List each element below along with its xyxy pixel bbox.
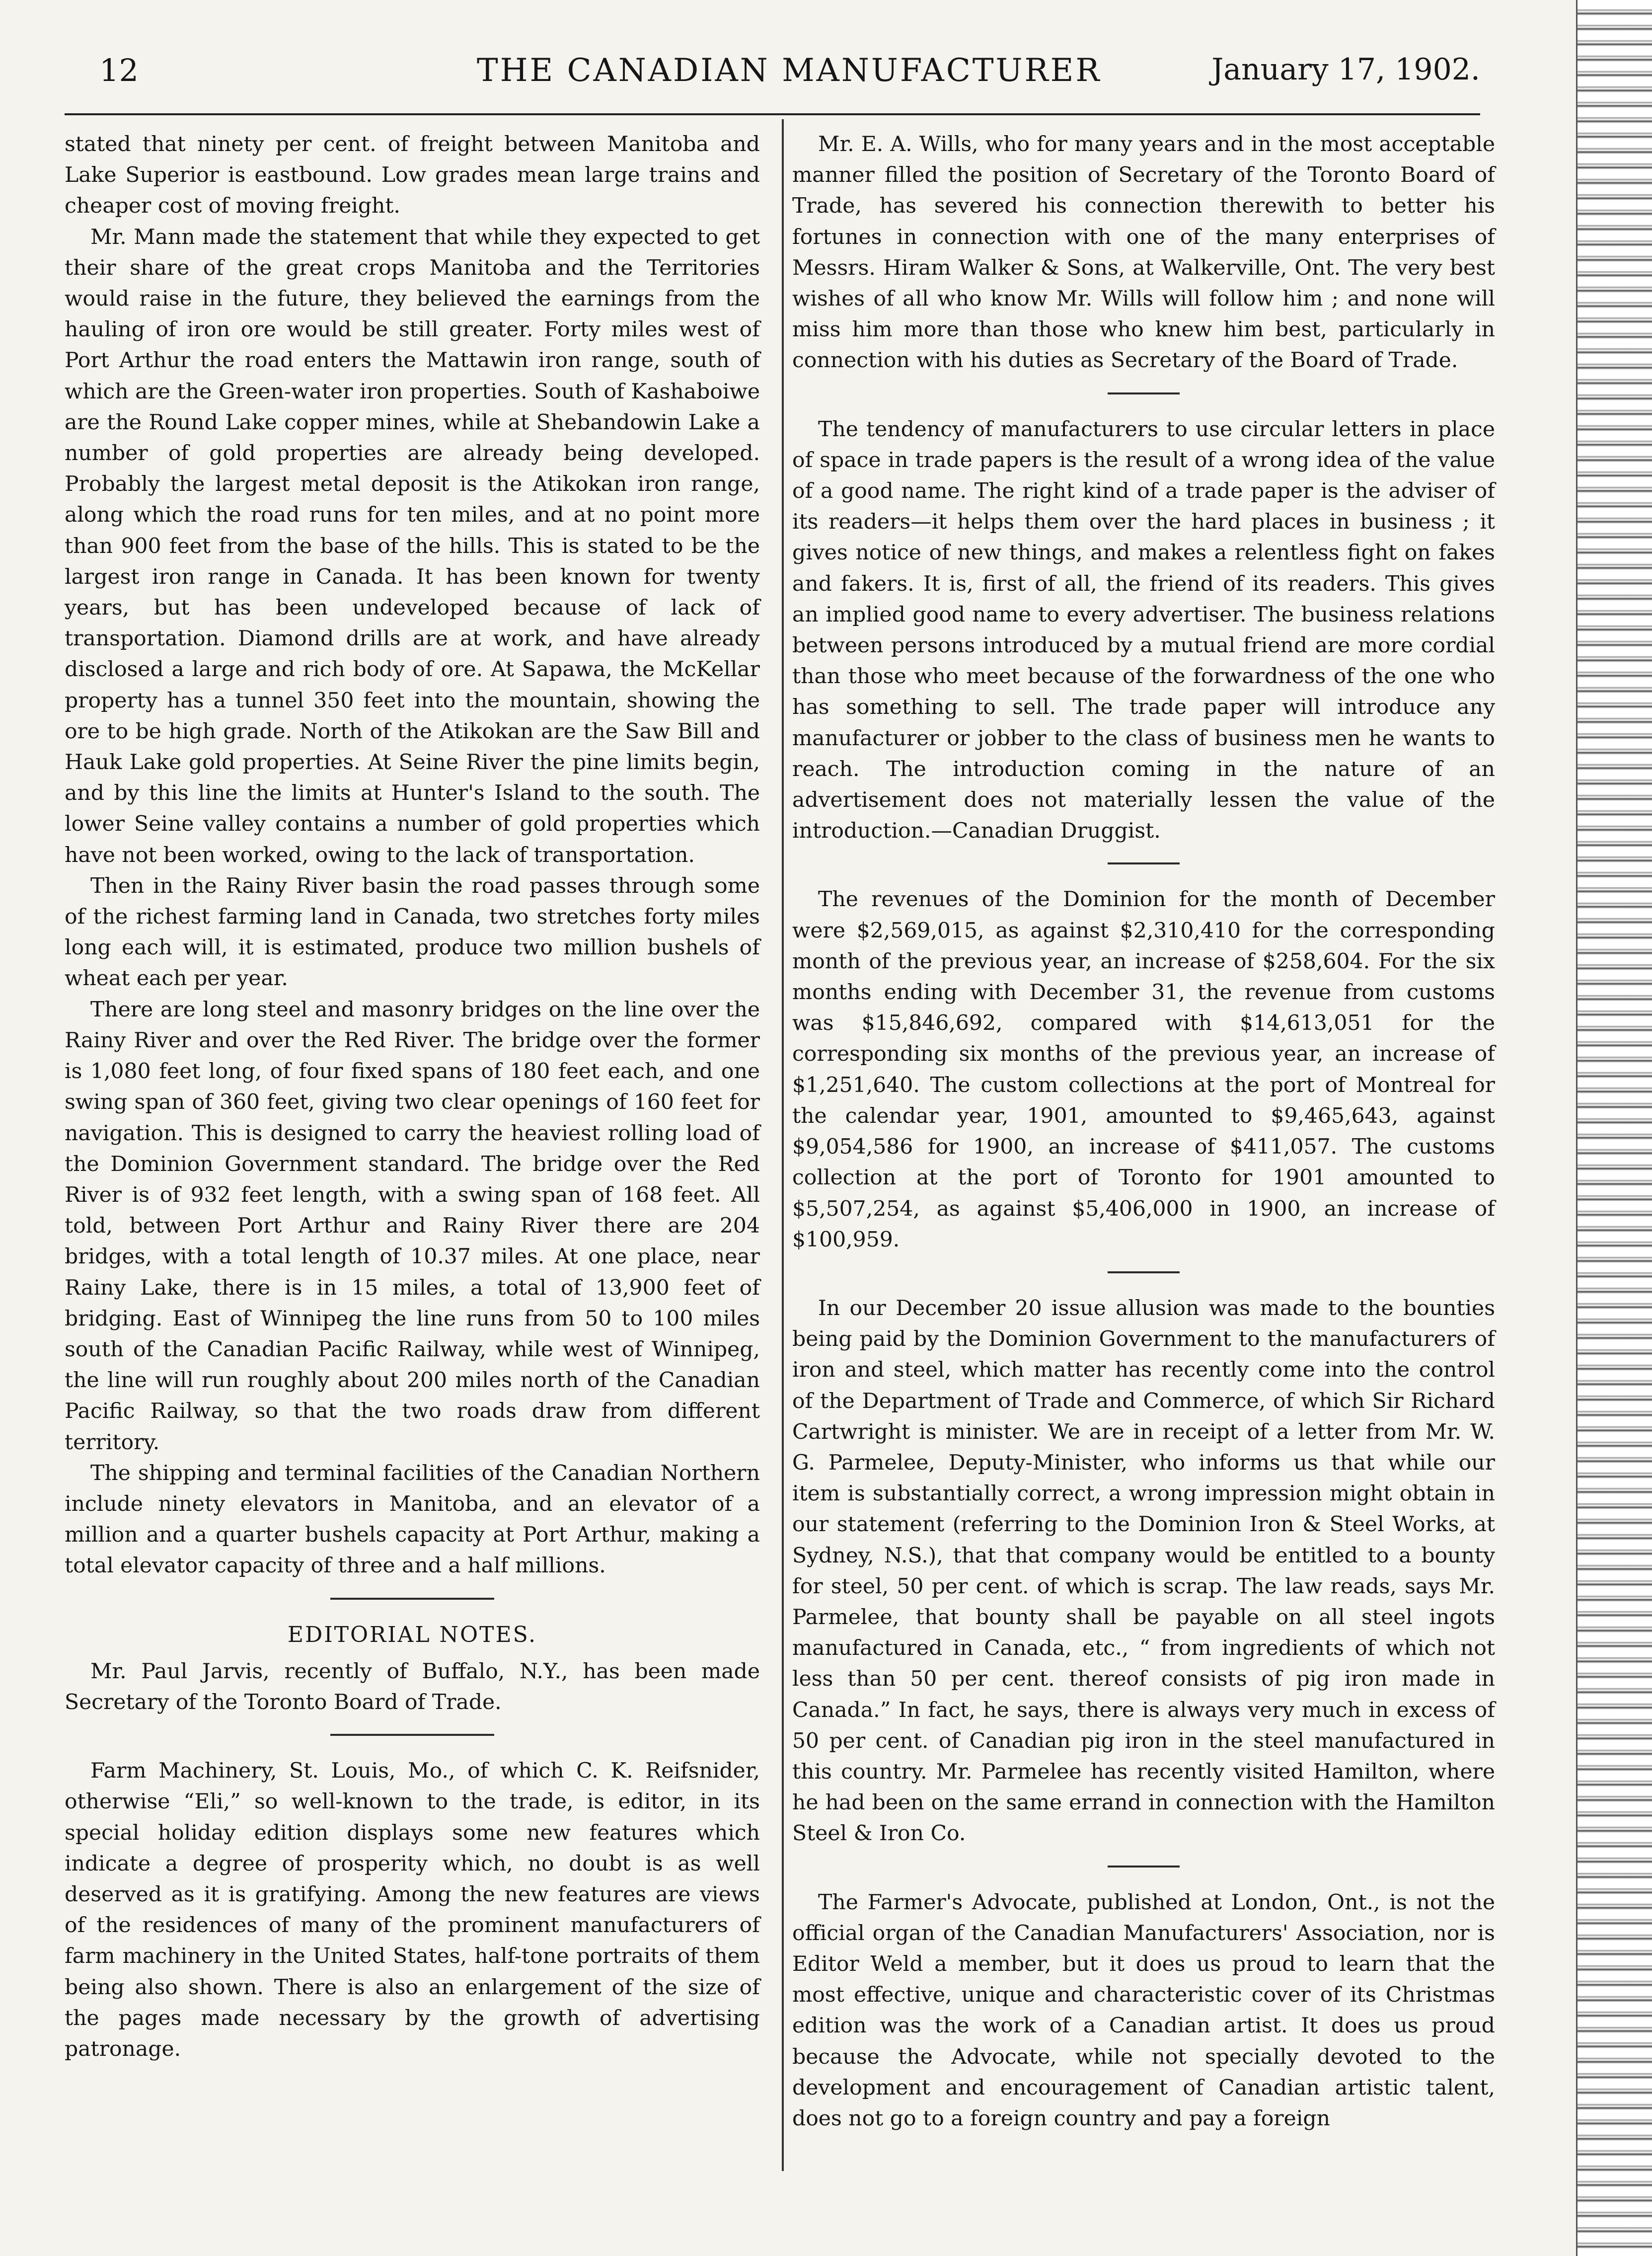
article-paragraph: Then in the Rainy River basin the road passes through some of the richest farming land in Canada, two stretches forty miles long each will, it is estimated, produce two million bushels of wheat each per year. (65, 873, 760, 991)
page-header (60, 52, 1480, 107)
issue-date: January 17, 1902. (1211, 52, 1480, 87)
right-column (792, 129, 1495, 2134)
page-number: 12 (99, 52, 139, 88)
article-paragraph: stated that ninety per cent. of freight between Manitoba and Lake Superior is eastbound. Low grades mean large trains and cheaper cost of moving freight. (65, 132, 760, 219)
editorial-note: The tendency of manufacturers to use circular letters in place of space in trade papers is the result of a wrong idea of the value of a good name. The right kind of a trade paper is the adviser of its readers—it helps them over the hard places in business ; it gives notice of new things, and makes a relentless fight on fakes and fakers. It is, first of all, the friend of its readers. This gives an implied good name to every advertiser. The business relations between persons introduced by a mutual friend are more cordial than those who meet because of the forwardness of the one who has something to sell. The trade paper will introduce any manufacturer or jobber to the class of business men he wants to reach. The introduction coming in the nature of an advertisement does not materially lessen the value of the introduction.—Canadian Druggist. (792, 417, 1495, 844)
section-divider (1108, 392, 1180, 394)
article-paragraph: The shipping and terminal facilities of the Canadian Northern include ninety elevators in Manitoba, and an elevator of a million and a quarter bushels capacity at Port Arthur, making a total elevator capacity of three and a half millions. (65, 1461, 760, 1578)
left-column (65, 129, 760, 2065)
publication-title: THE CANADIAN MANUFACTURER (477, 52, 1102, 89)
editorial-note: In our December 20 issue allusion was made to the bounties being paid by the Dominion Government to the manufacturers of iron and steel, which matter has recently come into the control of the Department of Trade and Commerce, of which Sir Richard Cartwright is minister. We are in receipt of a letter from Mr. W. G. Parmelee, Deputy-Minister, who informs us that while our item is substantially correct, a wrong impression might obtain in our statement (referring to the Dominion Iron & Steel Works, at Sydney, N.S.), that that company would be entitled to a bounty for steel, 50 per cent. of which is scrap. The law reads, says Mr. Parmelee, that bounty shall be payable on all steel ingots manufactured in Canada, etc., “ from ingredients of which not less than 50 per cent. thereof consists of pig iron made in Canada.” In fact, he says, there is always very much in excess of 50 per cent. of Canadian pig iron in the steel manufactured in this country. Mr. Parmelee has recently visited Hamilton, where he had been on the same errand in connection with the Hamilton Steel & Iron Co. (792, 1296, 1495, 1846)
page-binding-edge (1576, 0, 1652, 2256)
editorial-note: Farm Machinery, St. Louis, Mo., of which C. K. Reifsnider, otherwise “Eli,” so well-known to the trade, is editor, in its special holiday edition displays some new features which indicate a degree of prosperity which, no doubt is as well deserved as it is gratifying. Among the new features are views of the residences of many of the prominent manufacturers of farm machinery in the United States, half-tone portraits of them being also shown. There is also an enlargement of the size of the pages made necessary by the growth of advertising patronage. (65, 1759, 760, 2061)
column-divider (782, 119, 784, 2171)
section-divider (1108, 862, 1180, 864)
editorial-note: The Farmer's Advocate, published at London, Ont., is not the official organ of the Canadian Manufacturers' Association, nor is Editor Weld a member, but it does us proud to learn that the most effective, unique and characteristic cover of its Christmas edition was the work of a Canadian artist. It does us proud because the Advocate, while not specially devoted to the development and encouragement of Canadian artistic talent, does not go to a foreign country and pay a foreign (792, 1890, 1495, 2131)
editorial-note: Mr. Paul Jarvis, recently of Buffalo, N.Y., has been made Secretary of the Toronto Board of Trade. (65, 1659, 760, 1714)
editorial-note: Mr. E. A. Wills, who for many years and in the most acceptable manner filled the position of Secretary of the Toronto Board of Trade, has severed his connection therewith to better his fortunes in connection with one of the many enterprises of Messrs. Hiram Walker & Sons, at Walkerville, Ont. The very best wishes of all who know Mr. Wills will follow him ; and none will miss him more than those who knew him best, particularly in connection with his duties as Secretary of the Board of Trade. (792, 132, 1495, 373)
article-paragraph: There are long steel and masonry bridges on the line over the Rainy River and over the Red River. The bridge over the former is 1,080 feet long, of four fixed spans of 180 feet each, and one swing span of 360 feet, giving two clear openings of 160 feet for navigation. This is designed to carry the heaviest rolling load of the Dominion Government standard. The bridge over the Red River is of 932 feet length, with a swing span of 168 feet. All told, between Port Arthur and Rainy River there are 204 bridges, with a total length of 10.37 miles. At one place, near Rainy Lake, there is in 15 miles, a total of 13,900 feet of bridging. East of Winnipeg the line runs from 50 to 100 miles south of the Canadian Pacific Railway, while west of Winnipeg, the line will run roughly about 200 miles north of the Canadian Pacific Railway, so that the two roads draw from different territory. (65, 997, 760, 1455)
article-paragraph: Mr. Mann made the statement that while they expected to get their share of the great crops Manitoba and the Territories would raise in the future, they believed the earnings from the hauling of iron ore would be still greater. Forty miles west of Port Arthur the road enters the Mattawin iron range, south of which are the Green-water iron properties. South of Kashaboiwe are the Round Lake copper mines, while at Shebandowin Lake a number of gold properties are already being developed. Probably the largest metal deposit is the Atikokan iron range, along which the road runs for ten miles, and at no point more than 900 feet from the base of the hills. This is stated to be the largest iron range in Canada. It has been known for twenty years, but has been undeveloped because of lack of transportation. Diamond drills are at work, and have already disclosed a large and rich body of ore. At Sapawa, the McKellar property has a tunnel 350 feet into the mountain, showing the ore to be high grade. North of the Atikokan are the Saw Bill and Hauk Lake gold properties. At Seine River the pine limits begin, and by this line the limits at Hunter's Island to the south. The lower Seine valley contains a number of gold properties which have not been worked, owing to the lack of transportation. (65, 225, 760, 867)
section-heading: EDITORIAL NOTES. (287, 1622, 537, 1647)
section-divider (330, 1598, 494, 1600)
section-divider (1108, 1271, 1180, 1273)
header-rule (65, 113, 1480, 115)
editorial-note: The revenues of the Dominion for the month of December were $2,569,015, as against $2,310,410 for the corresponding month of the previous year, an increase of $258,604. For the six months ending with December 31, the revenue from customs was $15,846,692, compared with $14,613,051 for the corresponding six months of the previous year, an increase of $1,251,640. The custom collections at the port of Montreal for the calendar year, 1901, amounted to $9,465,643, against $9,054,586 for 1900, an increase of $411,057. The customs collection at the port of Toronto for 1901 amounted to $5,507,254, as against $5,406,000 in 1900, an increase of $100,959. (792, 887, 1495, 1252)
section-divider (1108, 1866, 1180, 1867)
section-divider (330, 1734, 494, 1736)
